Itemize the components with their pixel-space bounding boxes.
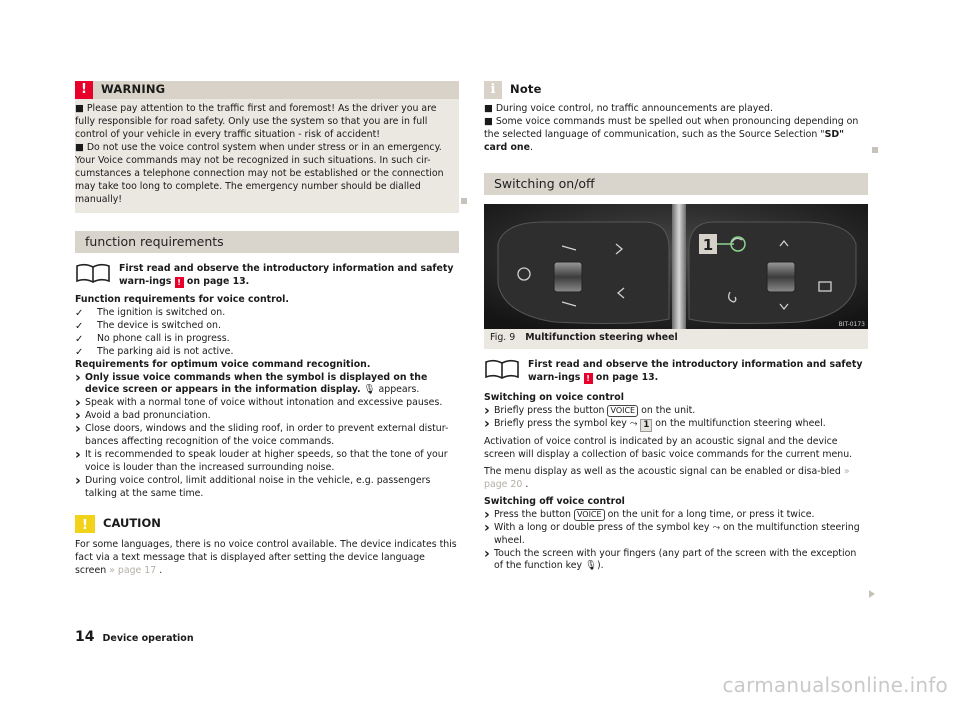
caution-triangle-icon [75,515,95,533]
page-footer [75,628,194,647]
optimum-recognition-label: Requirements for optimum voice command recognition. [75,358,371,370]
caution-body: For some languages, there is no voice control available. The device indicates this fact via a text message that is displayed after setting the device language screen [75,539,457,577]
list-item: › Speak with a normal tone of voice without intonation and excessive pauses. [75,397,459,410]
page-number: 14 [75,629,95,645]
note-title: Note [510,82,542,97]
list-item: › It is recommended to speak louder at higher speeds, so that the tone of your voice is louder than the increased surrounding noise. [75,449,459,475]
voice-symbol-icon: ⤳ [629,417,638,429]
watermark: carmanualsonline.info [722,673,948,697]
figure-title: Multifunction steering wheel [525,332,678,344]
first-read-page: on page 13. [186,275,250,287]
optimum-list [75,372,459,502]
list-item [484,418,868,432]
list-item [484,405,868,418]
list-item: ✓ No phone call is in progress. [75,333,459,346]
warning-header [75,81,459,99]
warning-paragraph-1: ■ Please pay attention to the traffic first and foremost! As the driver you are fully responsible for road safety. Only use the system so that you are in full control of your vehicle in every traffic situation - risk of accident! [75,103,437,140]
step-text: on the multifunction steering wheel. [494,521,860,546]
step-text: Press the button [494,508,571,520]
caution-page-link[interactable]: » page 17 [109,565,157,577]
step-text: on the unit. [641,404,696,416]
list-item: › Avoid a bad pronunciation. [75,410,459,423]
mic-icon: 🎙 [585,560,597,572]
list-item: › During voice control, limit additional noise in the vehicle, e.g. passengers talking at the same time. [75,475,459,501]
caution-title: CAUTION [103,516,161,531]
switch-off-list [484,509,868,574]
step-text: Briefly press the symbol key [494,417,627,429]
callout-key-1: 1 [640,419,652,432]
list-item: › Close doors, windows and the sliding roof, in order to prevent external distur-bances affecting recognition of the voice commands. [75,423,459,449]
activation-paragraph: Activation of voice control is indicated by an acoustic signal and the device screen will display a collection of basic voice commands for the current menu. [484,435,853,460]
first-read-text: First read and observe the introductory information and safety warn-ings [528,358,863,383]
svg-text:!: ! [82,518,88,534]
mic-icon: 🎙 [363,384,376,396]
info-icon: i [484,81,502,99]
warning-body [75,99,459,213]
list-item: ✓ The parking aid is not active. [75,346,459,359]
caution-header [75,515,459,533]
switch-on-list [484,405,868,432]
page-20-link[interactable]: » page 20 [484,465,850,490]
figure-code: BIT-0173 [838,320,865,328]
figure-label: Fig. 9 [490,332,516,344]
inline-warning-icon: ! [175,277,184,288]
right-column [484,81,868,573]
warning-end-mark [461,198,467,204]
voice-symbol-icon: ⤳ [712,521,720,533]
note-header [484,81,868,99]
list-item [75,372,459,398]
step-text: on the unit for a long time, or press it twice. [607,508,815,520]
list-item [484,548,868,574]
step-text: Touch the screen with your fingers (any part of the screen with the exception of the function key [494,547,857,572]
warning-box [75,81,459,213]
step-text: ). [596,560,604,572]
list-item: ✓ The device is switched on. [75,320,459,333]
figure-caption [484,329,868,349]
chapter-title: Device operation [102,633,194,644]
requirements-list [75,307,459,359]
warning-paragraph-2: ■ Do not use the voice control system when under stress or in an emergency. Your Voice commands may not be recognized in such situations. In such cir-cumstances a telephone connection may not be established or the connection may take too long to complete. The emergency number should be dialled manually! [75,141,444,205]
optimum-item-bold: Only issue voice commands when the symbol is displayed on the device screen or appears in the information display. [85,371,428,396]
book-icon [75,263,111,283]
warning-exclamation-icon: ! [75,81,93,99]
para-end: . [525,478,529,490]
optimum-item-rest: appears. [378,384,420,396]
first-read-notice [75,263,459,289]
steering-wheel-figure [484,204,868,329]
note-box [484,81,868,161]
para-text: The menu display as well as the acoustic signal can be enabled or disa-bled [484,465,841,477]
step-text: With a long or double press of the symbol key [494,521,710,533]
warning-title: WARNING [101,82,166,97]
step-text: on the multifunction steering wheel. [655,417,826,429]
menu-display-paragraph [484,466,868,492]
switching-heading: Switching on/off [484,173,868,195]
continue-arrow-icon [869,590,875,598]
book-icon [484,359,520,379]
note-body [484,99,868,161]
list-item [484,522,868,548]
first-read-page: on page 13. [595,371,659,383]
function-requirements-heading: function requirements [75,231,459,253]
steering-wheel-image [484,204,868,329]
list-item: ✓ The ignition is switched on. [75,307,459,320]
figure-callout-1: 1 [702,235,714,254]
left-column [75,81,459,578]
list-item [484,509,868,522]
note-paragraph-2 [484,116,868,155]
caution-text [75,539,459,578]
step-text: Briefly press the button [494,404,605,416]
voice-key: VOICE [607,405,638,417]
function-requirements-label: Function requirements for voice control. [75,293,289,305]
note-p2-text: ■ Some voice commands must be spelled out when pronouncing depending on the selected language of communication, such as the Source Selection " [484,115,859,140]
switch-on-label: Switching on voice control [484,391,624,403]
first-read-notice-2 [484,359,868,385]
voice-key: VOICE [574,509,605,521]
note-p2-bold: SD" card one [484,128,844,153]
switch-off-label: Switching off voice control [484,495,625,507]
caution-end: . [159,565,163,577]
inline-warning-icon: ! [584,373,593,384]
note-paragraph-1: ■ During voice control, no traffic announcements are played. [484,103,773,114]
note-p2-end: . [529,141,533,153]
note-end-mark [872,147,878,153]
first-read-text: First read and observe the introductory information and safety warn-ings [119,262,454,287]
